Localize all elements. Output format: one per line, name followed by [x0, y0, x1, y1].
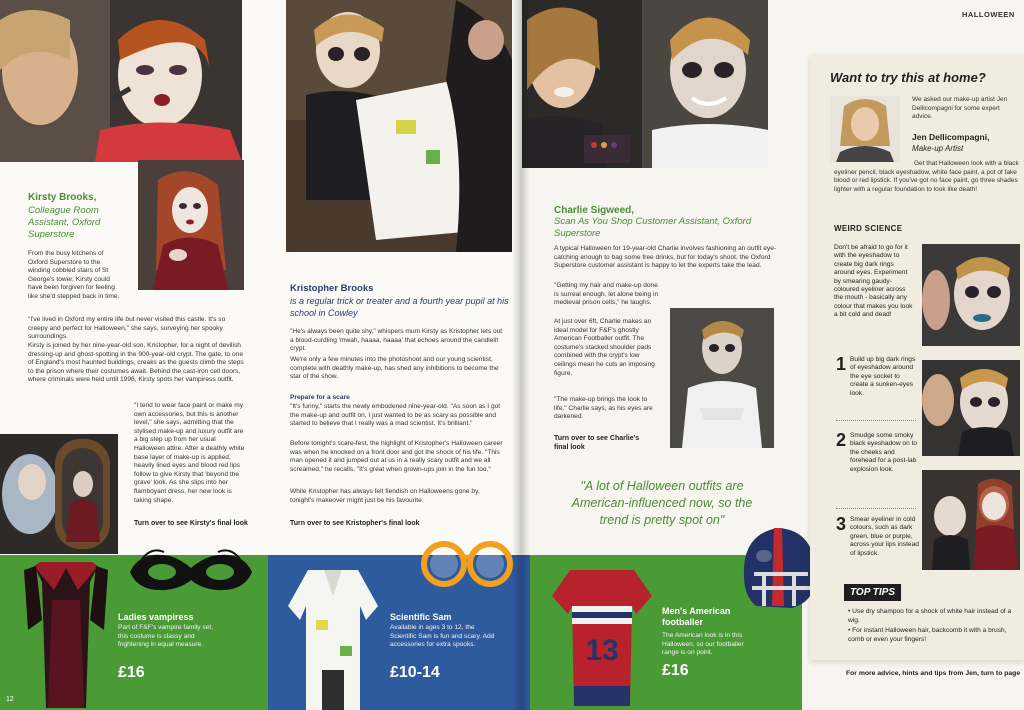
photo-step-1 [922, 244, 1020, 346]
product-title-vampiress: Ladies vampiress [118, 612, 194, 622]
step-3-text: Smear eyeliner in cold colours, such as dark green, blue or purple, across your lips instead of lipstick. [850, 516, 919, 557]
vampiress-costume-image [24, 560, 108, 708]
svg-text:13: 13 [585, 634, 619, 667]
tip-2-text: For instant Halloween hair, backcomb it with a brush, comb or even your fingers! [848, 627, 1007, 643]
jen-role: Make-up Artist [912, 144, 964, 153]
step-2-number: 2 [836, 430, 847, 450]
photo-kirsty-mirror [0, 434, 118, 554]
kirsty-body-1: From the busy kitchens of Oxford Superstore to the winding cobbled stairs of St George's tower, Kirsty could have been forgiven for feeling like she'd stepped back in time. [28, 250, 120, 300]
weird-science-intro: Don't be afraid to go for it with the eyeshadow to create big dark rings around eyes. Experiment by smearing gaudy-coloured eyeliner across the mouth - basically any colour that makes you look a bit cold and dead! [834, 244, 913, 319]
kirsty-body-4: "I tend to wear face paint or make my own accessories, but this is another level," she says, admitting that the stylised make-up and luxury outfit are a big step up from her usual Halloween attire. After a deathly white base layer of make-up is applied, heavily lined eyes and blood red lips follow to give Kirsty that 'beyond the grave' look. As she slips into her flamboyant dress, her new look is taking shape. [134, 402, 245, 504]
step-3-number: 3 [836, 514, 847, 534]
photo-charlie-portrait [670, 308, 774, 448]
photo-step-3 [922, 470, 1020, 570]
kristopher-turn-over: Turn over to see Kristopher's final look [290, 520, 420, 527]
panel-title: Want to try this at home? [830, 70, 986, 85]
photo-charlie-makeup [522, 0, 768, 168]
helmet-icon [734, 520, 822, 620]
kirsty-name: Kirsty Brooks, [28, 192, 97, 203]
kirsty-body-2: "I've lived in Oxford my entire life but never visited this castle. It's so creepy and perfect for Halloween," she says, surveying her spooky surroundings. [28, 316, 226, 341]
tip-1: • Use dry shampoo for a shock of white hair instead of a wig. [848, 608, 1012, 624]
charlie-body-2: "Getting my hair and make-up done is surreal enough, let alone being in medieval prison cells," he laughs. [554, 282, 659, 307]
charlie-body-3: At just over 6ft, Charlie makes an ideal model for F&F's ghostly American Footballer outfit. The costume's stacked shoulder pads combined with the crypt's low ceilings mean he cuts an imposing figure. [554, 318, 655, 377]
charlie-role: Scan As You Shop Customer Assistant, Oxford Superstore [554, 216, 752, 239]
step-2-text: Smudge some smoky black eyeshadow on to the cheeks and forehead for a post-lab explosion look. [850, 432, 918, 473]
section-tag: HALLOWEEN [962, 10, 1015, 19]
product-price-footballer: £16 [662, 662, 689, 679]
product-desc-vampiress: Part of F&F's vampire family set, this costume is classy and frightening in equal measure. [118, 624, 214, 649]
page-number: 12 [6, 696, 14, 703]
top-tips-badge: TOP TIPS [844, 584, 901, 601]
tip-1-text: Use dry shampoo for a shock of white hair instead of a wig. [848, 608, 1012, 624]
tip-2: • For instant Halloween hair, backcomb it with a brush, comb or even your fingers! [848, 627, 1007, 643]
kristopher-name: Kristopher Brooks [290, 283, 374, 294]
weird-science-title: WEIRD SCIENCE [834, 224, 903, 233]
kristopher-subhead: Prepare for a scare [290, 394, 350, 401]
product-price-vampiress: £16 [118, 664, 145, 681]
photo-jen [830, 96, 900, 162]
photo-kristopher [286, 0, 512, 252]
divider [836, 508, 916, 509]
kristopher-body-1: "He's always been quite shy," whispers mum Kirsty as Kristopher lets out a blood-curdling 'mwah, haaaa, haaaa' that echoes around the candlelit crypt. [290, 328, 503, 353]
kristopher-body-4: Before tonight's scare-fest, the highlight of Kristopher's Halloween career was when he knocked on a front door and got the shock of his life. "This man opened it and jumped out at us in a really scary outfit and we all screamed," he recalls. "It's great when grown-ups join in the fun too." [290, 440, 503, 473]
product-desc-footballer: The American look is in this Halloween, so our footballer range is on point. [662, 632, 744, 657]
kirsty-turn-over: Turn over to see Kirsty's final look [134, 520, 248, 527]
football-jersey-image [552, 566, 652, 706]
photo-kirsty-makeup [0, 0, 242, 162]
kristopher-role: is a regular trick or treater and a fourth year pupil at his school in Cowley [290, 296, 509, 318]
step-1-number: 1 [836, 354, 847, 374]
product-desc-scientist: Available in ages 3 to 12, the Scientific Sam is fun and scary. Add accessories for extra spooks. [390, 624, 495, 649]
kirsty-role: Colleague Room Assistant, Oxford Superstore [28, 205, 101, 240]
pull-quote: "A lot of Halloween outfits are American-influenced now, so the trend is pretty spot on" [571, 479, 753, 527]
panel-footer-note: For more advice, hints and tips from Jen, turn to page [846, 670, 1021, 677]
charlie-body-4: "The make-up brings the look to life," Charlie says, as his eyes are darkened. [554, 396, 653, 421]
kristopher-body-5: While Kristopher has always felt fiendish on Halloweens gone by, tonight's makeover might just be his favourite. [290, 488, 480, 504]
kristopher-body-3: "It's funny," starts the newly embodened nine-year-old. "As soon as I got the make-up and outfit on, I just wanted to be as scary as possible and started to believe that I really was a mad scientist. It's brilliant." [290, 403, 501, 428]
kristopher-body-2: We're only a few minutes into the photoshoot and our young scientist, complete with deathly make-up, has shed any inhibitions to become the star of the show. [290, 356, 499, 381]
charlie-name: Charlie Sigweed, [554, 205, 635, 216]
jen-advice: Get that Halloween look with a black eyeliner pencil, black eyeshadow, white face paint, a pot of fake blood or red lipstick. If you've got no face paint, go three shades lighter with a regular foundation to look like death! [834, 160, 1019, 193]
jen-name: Jen Dellicompagni, [912, 132, 990, 142]
kirsty-body-3: Kirsty is joined by her nine-year-old son, Kristopher, for a night of devilish dressing-up and ghost-spotting in the 900-year-old crypt. The gate, to one of England's most haunted buildings, creaks as the guests climb the steps to the prison where their costumes await. Behind the cast-iron cell doors, where criminals were held until 1996, Kirsty spots her vampiress outfit. [28, 342, 244, 384]
product-price-scientist: £10-14 [390, 664, 440, 681]
scientist-costume-image [286, 566, 380, 710]
photo-step-2 [922, 360, 1020, 456]
product-title-footballer: Men's American footballer [662, 606, 731, 627]
panel-intro: We asked our make-up artist Jen Dellicompagni for some expert advice. [912, 96, 1008, 120]
photo-kirsty-vampiress [138, 160, 244, 290]
step-1-text: Build up big dark rings of eyeshadow around the eye socket to create a sunken-eyes look. [850, 356, 916, 397]
mask-icon [120, 542, 262, 602]
charlie-turn-over: Turn over to see Charlie's final look [554, 435, 640, 451]
page-gutter [512, 0, 530, 710]
charlie-body-1: A typical Halloween for 19-year-old Charlie involves fashioning an outfit eye-catching enough to bag some free drinks, but for today's shoot, the Oxford Superstore customer assistant is happy to let the experts take the lead. [554, 245, 777, 270]
product-title-scientist: Scientific Sam [390, 612, 452, 622]
glasses-icon [418, 536, 516, 588]
divider [836, 420, 916, 421]
